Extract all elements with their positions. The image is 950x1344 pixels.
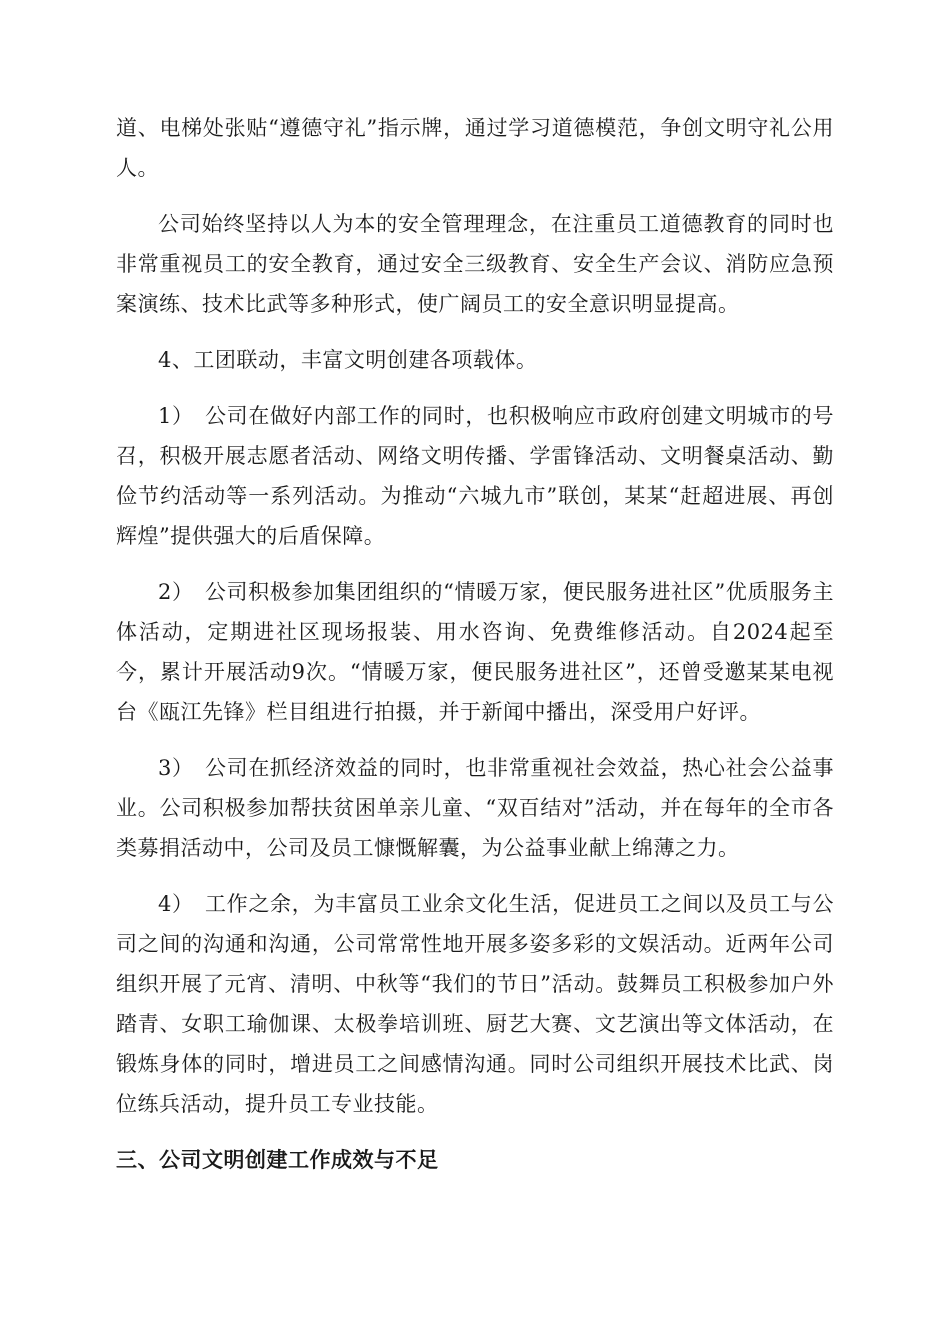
paragraph-continuation: 道、电梯处张贴“遵德守礼”指示牌，通过学习道德模范，争创文明守礼公用人。 (116, 116, 834, 180)
paragraph-item-1: 1） 公司在做好内部工作的同时，也积极响应市政府创建文明城市的号召，积极开展志愿者活动、网络文明传播、学雷锋活动、文明餐桌活动、勤俭节约活动等一系列活动。为推动“六城九市”联创，某某“赶超进展、再创辉煌”提供强大的后盾保障。 (116, 404, 834, 548)
document-body (116, 108, 834, 1180)
paragraph-item-3: 3） 公司在抓经济效益的同时，也非常重视社会效益，热心社会公益事业。公司积极参加帮扶贫困单亲儿童、“双百结对”活动，并在每年的全市各类募捐活动中，公司及员工慷慨解囊，为公益事业献上绵薄之力。 (116, 756, 834, 860)
section-heading: 三、公司文明创建工作成效与不足 (116, 1148, 439, 1172)
paragraph-item-4: 4） 工作之余，为丰富员工业余文化生活，促进员工之间以及员工与公司之间的沟通和沟通，公司常常性地开展多姿多彩的文娱活动。近两年公司组织开展了元宵、清明、中秋等“我们的节日”活动。鼓舞员工积极参加户外踏青、女职工瑜伽课、太极拳培训班、厨艺大赛、文艺演出等文体活动，在锻炼身体的同时，增进员工之间感情沟通。同时公司组织开展技术比武、岗位练兵活动，提升员工专业技能。 (116, 892, 834, 1116)
paragraph-section-4-title: 4、工团联动，丰富文明创建各项载体。 (158, 348, 538, 372)
paragraph-item-2: 2） 公司积极参加集团组织的“情暖万家，便民服务进社区”优质服务主体活动，定期进社区现场报装、用水咨询、免费维修活动。自2024起至今，累计开展活动9次。“情暖万家，便民服务进社区”，还曾受邀某某电视台《瓯江先锋》栏目组进行拍摄，并于新闻中播出，深受用户好评。 (116, 580, 834, 724)
paragraph-safety-education: 公司始终坚持以人为本的安全管理理念，在注重员工道德教育的同时也非常重视员工的安全教育，通过安全三级教育、安全生产会议、消防应急预案演练、技术比武等多种形式，使广阔员工的安全意识明显提高。 (116, 212, 834, 316)
